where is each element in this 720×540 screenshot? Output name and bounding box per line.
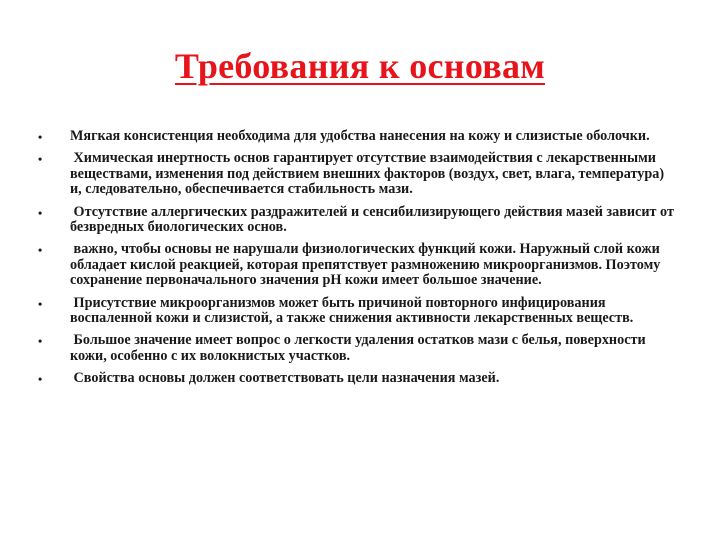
bullet-item-microorganisms	[38, 296, 678, 327]
bullet-text: Большое значение имеет вопрос о легкости удаления остатков мази с белья, поверхности кожи, особенно с их волокнистых участков.	[70, 332, 650, 364]
bullet-text: Свойства основы должен соответствовать цели назначения мазей.	[70, 370, 500, 387]
bullet-dot-icon: •	[38, 205, 43, 220]
bullet-text: Присутствие микроорганизмов может быть причиной повторного инфицирования воспаленной кожи и слизистой, а также снижения активности лекарственных веществ.	[70, 294, 634, 327]
bullet-dot-icon: •	[38, 243, 43, 258]
bullet-dot-icon: •	[38, 334, 43, 349]
bullet-text: Химическая инертность основ гарантирует отсутствие взаимодействия с лекарственными веществами, изменения под действием внешних факторов (воздух, свет, влага, температура) и, следовательно, обеспечивается стабильность мази.	[70, 150, 668, 198]
bullet-dot-icon: •	[38, 372, 43, 387]
bullet-dot-icon: •	[38, 152, 43, 167]
bullet-item-chemical-inertness	[38, 151, 678, 197]
bullet-item-easy-removal	[38, 333, 678, 364]
bullet-dot-icon: •	[38, 130, 43, 144]
bullet-text: Отсутствие аллергических раздражителей и сенсибилизирующего действия мазей зависит от безвредных биологических основ.	[70, 203, 678, 236]
slide-title: Требования к основам	[174, 46, 546, 86]
bullet-text: важно, чтобы основы не нарушали физиологических функций кожи. Наружный слой кожи обладает кислой реакцией, которая препятствует размножению микроорганизмов. Поэтому сохранение первоначального значения pH кожи имеет большое значение.	[70, 241, 664, 289]
bullet-item-purpose-match	[38, 371, 678, 386]
bullet-item-skin-functions	[38, 242, 678, 288]
bullet-item-soft-consistency	[38, 129, 678, 144]
bullet-text: Мягкая консистенция необходима для удобства нанесения на кожу и слизистые оболочки.	[70, 128, 650, 144]
bullet-item-no-allergens	[38, 205, 678, 236]
bullet-dot-icon: •	[38, 296, 43, 311]
bullet-list	[38, 129, 678, 394]
